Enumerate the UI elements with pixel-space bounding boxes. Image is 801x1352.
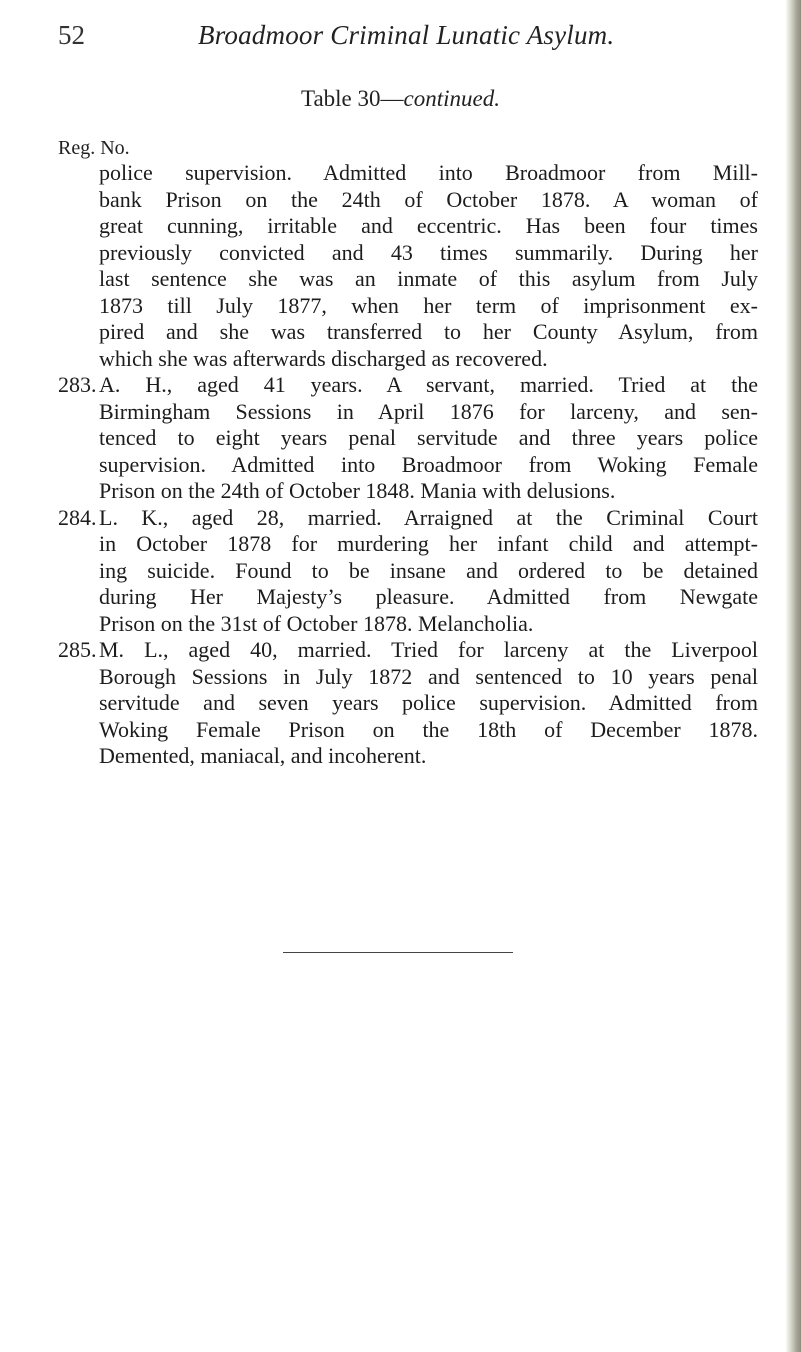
entry-line: last sentence she was an inmate of this asylum from July <box>99 266 758 291</box>
entry-line: great cunning, irritable and eccentric. Has been four times <box>99 213 758 238</box>
table-caption <box>0 86 801 112</box>
entry-number: 284. <box>58 504 97 530</box>
entry-line: pired and she was transferred to her County Asylum, from <box>99 319 758 344</box>
entry-number: 285. <box>58 637 97 662</box>
entry-line: Demented, maniacal, and incoherent. <box>99 743 427 768</box>
entry-line: M. L., aged 40, married. Tried for larceny at the Liverpool <box>99 637 758 662</box>
table-caption-continued: continued. <box>403 86 500 111</box>
entry-line: police supervision. Admitted into Broadmoor from Mill- <box>99 160 758 185</box>
entry-285 <box>58 637 758 770</box>
entry-line: supervision. Admitted into Broadmoor from Woking Female <box>99 451 758 477</box>
entry-line: bank Prison on the 24th of October 1878. A woman of <box>99 186 758 212</box>
entry-line: tenced to eight years penal servitude and three years police <box>99 425 758 450</box>
end-rule <box>283 952 513 953</box>
entry-line: previously convicted and 43 times summarily. During her <box>99 239 758 265</box>
entry-line: servitude and seven years police supervision. Admitted from <box>99 690 758 715</box>
table-body <box>58 160 758 770</box>
entry-continued <box>58 160 758 372</box>
running-head <box>58 20 748 56</box>
entry-line: Prison on the 24th of October 1848. Mania with delusions. <box>99 478 616 503</box>
entry-line: during Her Majesty’s pleasure. Admitted from Newgate <box>99 584 758 609</box>
entry-line: L. K., aged 28, married. Arraigned at the Criminal Court <box>99 504 758 530</box>
entry-number: 283. <box>58 372 97 397</box>
entry-line: 1873 till July 1877, when her term of imprisonment ex- <box>99 292 758 318</box>
entry-line: Woking Female Prison on the 18th of December 1878. <box>99 716 758 742</box>
entry-284 <box>58 505 758 638</box>
entry-line: Prison on the 31st of October 1878. Melancholia. <box>99 610 534 636</box>
reg-no-label: Reg. No. <box>58 137 130 159</box>
entry-line: Birmingham Sessions in April 1876 for larceny, and sen- <box>99 398 758 424</box>
table-caption-label: Table 30— <box>301 86 404 111</box>
entry-283 <box>58 372 758 505</box>
running-title: Broadmoor Criminal Lunatic Asylum. <box>198 20 615 50</box>
page-number: 52 <box>58 20 85 50</box>
entry-line: A. H., aged 41 years. A servant, married. Tried at the <box>99 372 758 397</box>
entry-line: in October 1878 for murdering her infant child and attempt- <box>99 531 758 556</box>
scanned-page-edge <box>785 0 801 1352</box>
entry-line: Borough Sessions in July 1872 and sentenced to 10 years penal <box>99 663 758 689</box>
entry-line: which she was afterwards discharged as recovered. <box>99 345 548 371</box>
entry-line: ing suicide. Found to be insane and ordered to be detained <box>99 557 758 583</box>
